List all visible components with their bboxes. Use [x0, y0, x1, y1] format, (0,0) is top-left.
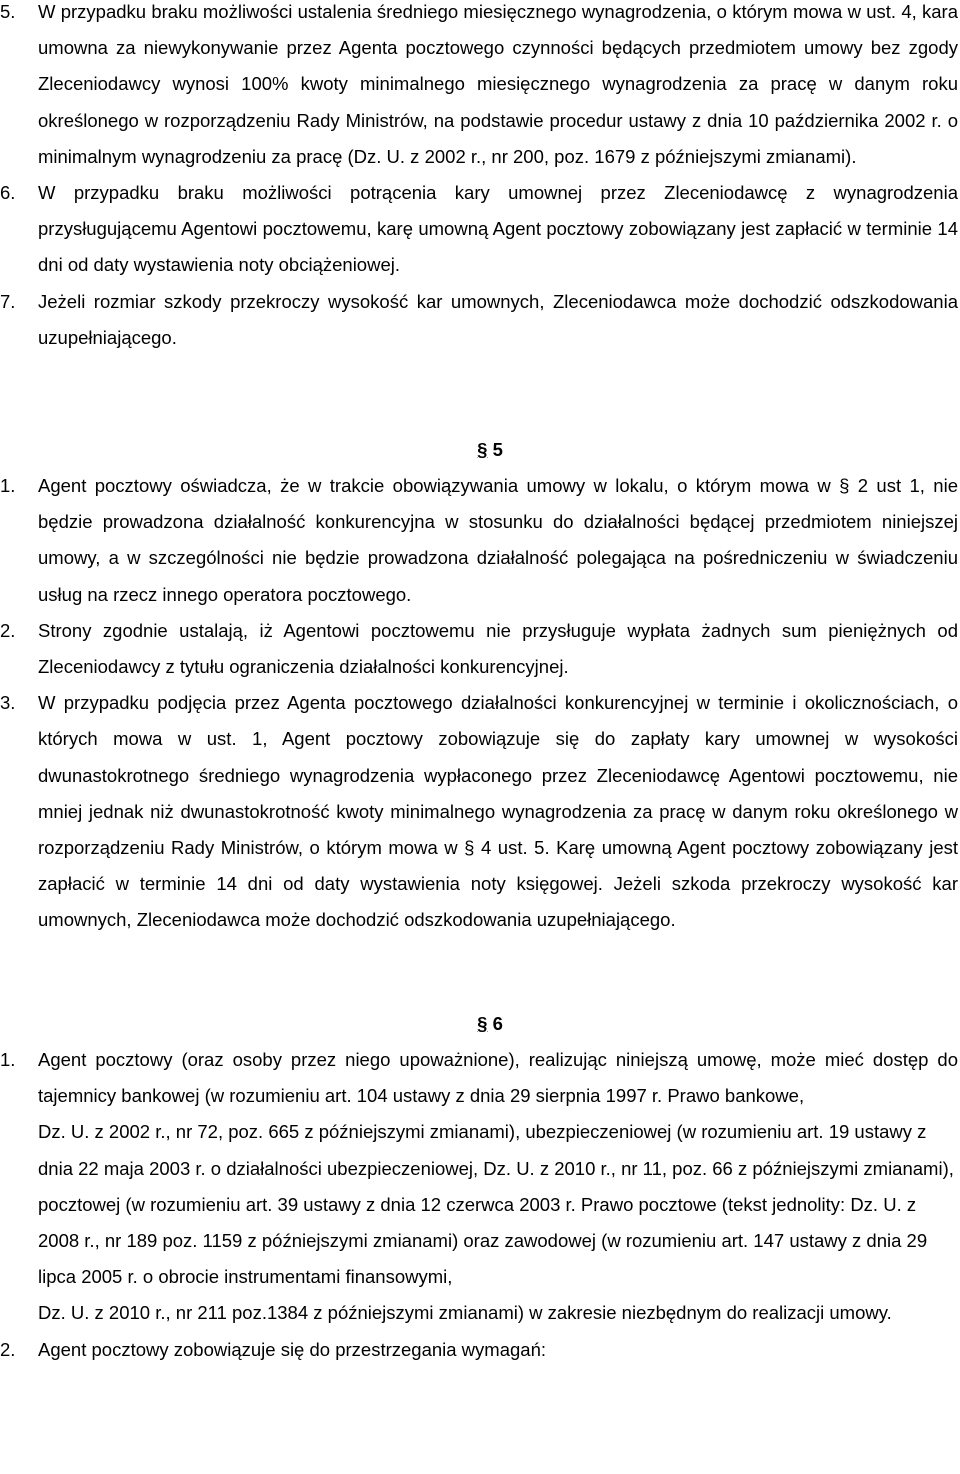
item-number: 2.	[0, 1338, 16, 1360]
item-text: W przypadku braku możliwości potrącenia kary umownej przez Zleceniodawcę z wynagrodzenia przysługującemu Agentowi pocztowemu, karę umowną Agent pocztowy zobowiązany jest zapłacić w terminie 14 dni od daty wystawienia noty obciążeniowej.	[38, 182, 958, 276]
item-number: 1.	[0, 1049, 16, 1070]
section-number: 5	[492, 439, 503, 460]
item-number: 2.	[0, 619, 16, 641]
section-heading	[0, 1006, 960, 1042]
item-number: 3.	[0, 692, 16, 714]
section-number: 6	[492, 1013, 503, 1034]
paragraph-continuation	[0, 1295, 960, 1331]
item-number: 6.	[0, 182, 16, 204]
item-number: 7.	[0, 290, 16, 312]
item-text: Jeżeli rozmiar szkody przekroczy wysokość kar umownych, Zleceniodawca może dochodzić odszkodowania uzupełniającego.	[38, 290, 958, 348]
item-text: Agent pocztowy zobowiązuje się do przestrzegania wymagań:	[38, 1338, 547, 1360]
item-text: Strony zgodnie ustalają, iż Agentowi pocztowemu nie przysługuje wypłata żadnych sum pieniężnych od Zleceniodawcy z tytułu ograniczenia działalności konkurencyjnej.	[38, 619, 958, 678]
paragraph-item	[0, 175, 960, 284]
item-text: Dz. U. z 2002 r., nr 72, poz. 665 z późniejszymi zmianami), ubezpieczeniowej (w rozumieniu art. 19 ustawy z dnia 22 maja 2003 r. o działalności ubezpieczeniowej, Dz. U. z 2010 r., nr 11, poz. 66 z późniejszymi zmianami), pocztowej (w rozumieniu art. 39 ustawy z dnia 12 czerwca 2003 r. Prawo pocztowe (tekst jednolity: Dz. U. z 2008 r., nr 189 poz. 1159 z późniejszymi zmianami) oraz zawodowej (w rozumieniu art. 147 ustawy z dnia 29 lipca 2005 r. o obrocie instrumentami finansowymi,	[38, 1121, 954, 1288]
item-text: Dz. U. z 2010 r., nr 211 poz.1384 z późniejszymi zmianami) w zakresie niezbędnym do realizacji umowy.	[38, 1302, 892, 1324]
section-heading	[0, 432, 960, 468]
paragraph-item	[0, 468, 960, 613]
paragraph-item	[0, 0, 960, 175]
paragraph-item	[0, 1332, 960, 1368]
section-symbol: §	[477, 439, 488, 460]
paragraph-item	[0, 685, 960, 938]
section-4-continuation	[0, 0, 960, 356]
paragraph-item	[0, 613, 960, 685]
paragraph-item	[0, 1042, 960, 1114]
paragraph-continuation	[0, 1114, 960, 1295]
paragraph-item	[0, 284, 960, 356]
item-text: Agent pocztowy (oraz osoby przez niego upoważnione), realizując niniejszą umowę, może mieć dostęp do tajemnicy bankowej (w rozumieniu art. 104 ustawy z dnia 29 sierpnia 1997 r. Prawo bankowe,	[38, 1049, 958, 1107]
item-number: 1.	[0, 475, 16, 496]
item-text: W przypadku podjęcia przez Agenta pocztowego działalności konkurencyjnej w terminie i okolicznościach, o których mowa w ust. 1, Agent pocztowy zobowiązuje się do zapłaty kary umownej w wysokości dwunastokrotnego średniego wynagrodzenia wypłaconego przez Zleceniodawcę Agentowi pocztowemu, nie mniej jednak niż dwunastokrotność kwoty minimalnego wynagrodzenia za pracę w danym roku określonego w rozporządzeniu Rady Ministrów, o którym mowa w § 4 ust. 5. Karę umowną Agent pocztowy zobowiązany jest zapłacić w terminie 14 dni od daty wystawienia noty księgowej. Jeżeli szkoda przekroczy wysokość kar umownych, Zleceniodawca może dochodzić odszkodowania uzupełniającego.	[38, 692, 958, 931]
section-6	[0, 1006, 960, 1368]
item-number: 5.	[0, 1, 16, 22]
section-5	[0, 432, 960, 939]
item-text: W przypadku braku możliwości ustalenia średniego miesięcznego wynagrodzenia, o którym mowa w ust. 4, kara umowna za niewykonywanie przez Agenta pocztowego czynności będących przedmiotem umowy bez zgody Zleceniodawcy wynosi 100% kwoty minimalnego miesięcznego wynagrodzenia za pracę w danym roku określonego w rozporządzeniu Rady Ministrów, na podstawie procedur ustawy z dnia 10 października 2002 r. o minimalnym wynagrodzeniu za pracę (Dz. U. z 2002 r., nr 200, poz. 1679 z późniejszymi zmianami).	[38, 1, 958, 167]
section-symbol: §	[477, 1013, 488, 1034]
item-text: Agent pocztowy oświadcza, że w trakcie obowiązywania umowy w lokalu, o którym mowa w § 2 ust 1, nie będzie prowadzona działalność konkurencyjna w stosunku do działalności będącej przedmiotem niniejszej umowy, a w szczególności nie będzie prowadzona działalność polegająca na pośredniczeniu w świadczeniu usług na rzecz innego operatora pocztowego.	[38, 475, 958, 605]
